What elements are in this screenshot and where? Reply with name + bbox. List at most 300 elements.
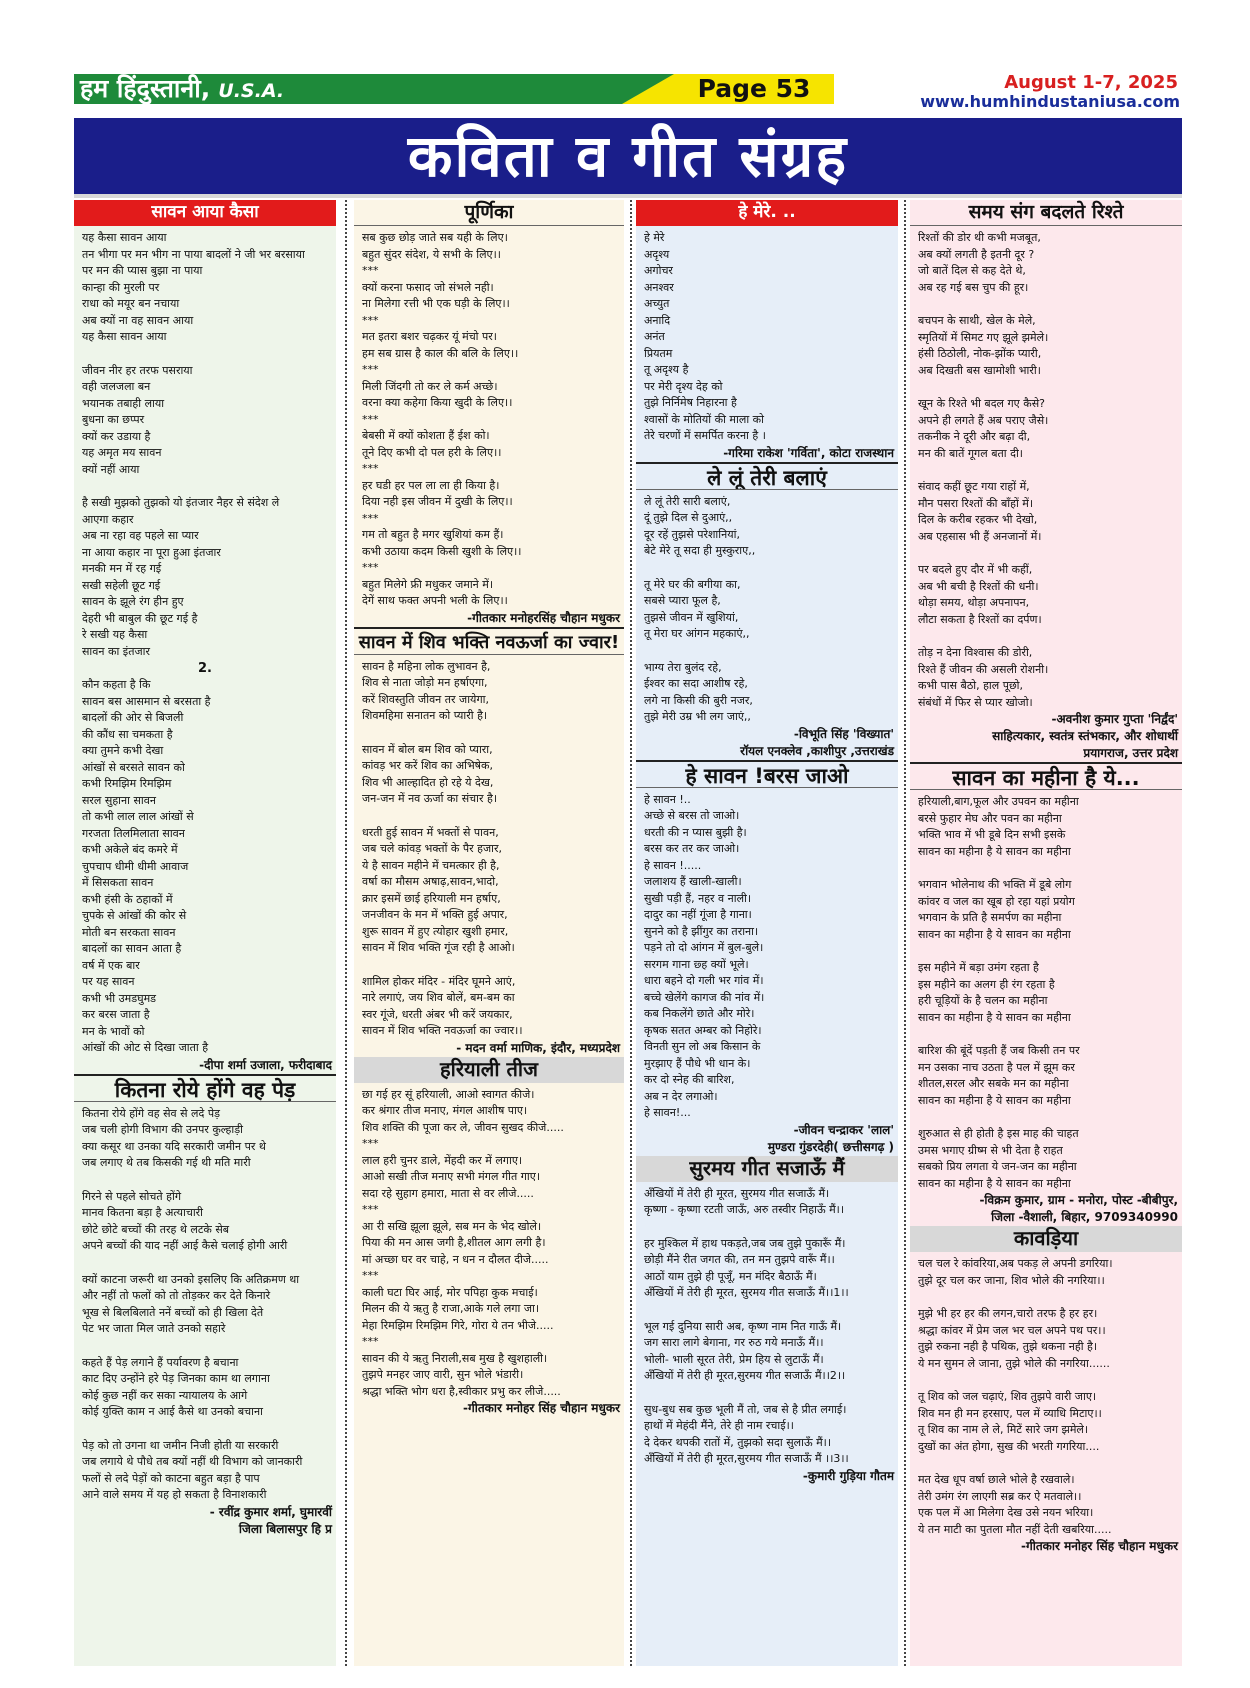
poem-credit: साहित्यकार, स्वतंत्र स्तंभकार, और शोधार्थी bbox=[992, 729, 1178, 743]
poem-credit: -जीवन चन्द्राकर 'लाल' bbox=[793, 1122, 894, 1137]
poem-line: अब न देर लगाओ। bbox=[644, 1089, 718, 1103]
poem-line: करें शिवस्तुति जीवन तर जायेगा, bbox=[362, 692, 489, 706]
poem-line: श्रद्धा भक्ति भोग धरा है,स्वीकार प्रभु कर लीजे..... bbox=[362, 1384, 561, 1398]
poem-line: आएगा कहार bbox=[82, 512, 134, 526]
poem-line: कान्हा की मुरली पर bbox=[82, 280, 160, 294]
column-2 bbox=[354, 200, 624, 1666]
poem-line: तूने दिए कभी दो पल हरी के लिए।। bbox=[362, 445, 502, 459]
poem-line: बादलों की ओर से बिजली bbox=[82, 711, 184, 724]
stanza-gap bbox=[362, 957, 618, 974]
poem-line: तो कभी लाल लाल आंखों से bbox=[82, 810, 194, 823]
poem-line: शिव भी आल्हादित हो रहे ये देख, bbox=[362, 775, 494, 789]
poem-line: *** bbox=[362, 1335, 379, 1348]
poem-line: कर श्रंगार तीज मनाए, मंगल आशीष पाए। bbox=[362, 1104, 528, 1117]
poem-line: अब भी बची है रिश्तों की धनी। bbox=[918, 579, 1039, 593]
poem-line: भूल गई दुनिया सारी अब, कृष्ण नाम नित गाऊँ मैं। bbox=[644, 1319, 842, 1333]
poem-line: काली घटा घिर आई, मोर पपिहा कुक मचाई। bbox=[362, 1285, 538, 1299]
poem-line: जब चले कांवड़ भक्तों के पैर हजार, bbox=[362, 842, 502, 855]
brand-suffix: U.S.A. bbox=[218, 80, 285, 102]
poem-line: हे सावन !.. bbox=[644, 792, 691, 806]
poem-line: है सखी मुझको तुझको यो इंतजार नैहर से संदेश ले bbox=[82, 496, 280, 509]
poem-line: ये है सावन महीने में चमत्कार ही है, bbox=[362, 858, 500, 872]
poem-line: बादलों का सावन आता है bbox=[82, 942, 182, 955]
poem-line: सावन में शिव भक्ति गूंज रही है आओ। bbox=[362, 941, 515, 954]
poem-line: शामिल होकर मंदिर - मंदिर घूमने आएं, bbox=[362, 974, 516, 988]
poem-line: शिव शक्ति की पूजा कर ले, जीवन सुखद कीजे..... bbox=[362, 1120, 564, 1134]
poem-line: कभी हंसी के ठहाकों में bbox=[82, 892, 173, 906]
poem-line: तुझे मेरी उम्र भी लग जाएं,, bbox=[644, 710, 751, 723]
poem-line: बेटे मेरे तू सदा ही मुस्कुराए,, bbox=[644, 544, 756, 557]
poem-line: भगवान के प्रति है समर्पण का महीना bbox=[918, 911, 1062, 924]
poem-line: मानव कितना बड़ा है अत्याचारी bbox=[82, 1206, 204, 1219]
poem-line: बच्चे खेलेंगे कागज की नांव में। bbox=[644, 990, 765, 1004]
poem-line: मुझे भी हर हर की लगन,चारो तरफ है हर हर। bbox=[918, 1307, 1098, 1320]
poem-line: शुरू सावन में हुए त्योहार खुशी हमार, bbox=[362, 924, 509, 938]
poem-line: प्रियतम bbox=[644, 346, 673, 360]
poem-line: आने वाले समय में यह हो सकता है विनाशकारी bbox=[82, 1488, 267, 1501]
poem-body bbox=[74, 226, 336, 660]
poem-line: रे सखी यह कैसा bbox=[82, 628, 148, 641]
poem-line: सुनने को है झींगुर का तराना। bbox=[644, 924, 759, 938]
poem-line: भगवान भोलेनाथ की भक्ति में डूबे लोग bbox=[918, 878, 1072, 891]
poem-line: ये तन माटी का पुतला मौत नहीं देती खबरिया..... bbox=[918, 1522, 1112, 1536]
poem-line: कोई युक्ति काम न आई कैसे था उनको बचाना bbox=[82, 1405, 263, 1418]
poem-line: *** bbox=[362, 313, 379, 327]
stanza-gap bbox=[362, 808, 618, 825]
poem-line: पेड़ को तो उगना था जमीन निजी होती या सरकारी bbox=[82, 1438, 279, 1452]
poem-line: जीवन नीर हर तरफ पसराया bbox=[82, 363, 193, 377]
poem-line: अँखियों में तेरी ही मूरत, सुरमय गीत सजाऊँ मैं।।1।। bbox=[644, 1286, 849, 1299]
poem-line: अगोचर bbox=[644, 264, 673, 277]
poem-line: *** bbox=[362, 561, 379, 574]
poem-line: चुपचाप धीमी धीमी आवाज bbox=[82, 859, 189, 873]
poem-line: चल चल रे कांवरिया,अब पकड़ ले अपनी डगरिया। bbox=[918, 1257, 1113, 1270]
column-divider bbox=[345, 200, 347, 1666]
poem-line: *** bbox=[362, 412, 379, 426]
poem-line: मिलन की ये ऋतु है राजा,आके गले लगा जा। bbox=[362, 1302, 540, 1315]
poem-line: हे मेरे bbox=[644, 231, 665, 244]
poem-line: शीतल,सरल और सबके मन का महीना bbox=[918, 1077, 1069, 1090]
poem-line: तुझसे जीवन में खुशियां, bbox=[644, 610, 739, 624]
poem-line: अनश्वर bbox=[644, 280, 674, 294]
poem-line: कभी रिमझिम रिमझिम bbox=[82, 777, 172, 790]
poem-line: मन उसका नाच उठता है पल में झूम कर bbox=[918, 1060, 1075, 1074]
poem-line: आओ सखी तीज मनाए सभी मंगल गीत गाए। bbox=[362, 1170, 541, 1183]
poem-line: गरजता तिलमिलाता सावन bbox=[82, 826, 185, 840]
poem-line: क्या तुमने कभी देखा bbox=[82, 744, 164, 757]
poem-line: छोटे छोटे बच्चों की तरह थे लटके सेब bbox=[82, 1222, 230, 1236]
stanza-gap bbox=[644, 643, 892, 660]
stanza-gap bbox=[918, 379, 1176, 396]
column-3 bbox=[636, 200, 898, 1666]
poem-line: कहते हैं पेड़ लगाने हैं पर्यावरण है बचाना bbox=[82, 1355, 239, 1369]
poem-line: कब निकलेंगे छाते और मोरे। bbox=[644, 1007, 755, 1020]
poem-line: सावन का महीना है ये सावन का महीना bbox=[918, 927, 1071, 941]
poem-line: अनादि bbox=[644, 313, 671, 327]
poem-body bbox=[354, 1083, 624, 1401]
poem-line: ना मिलेगा रत्ती भी एक घड़ी के लिए।। bbox=[362, 297, 510, 310]
poem-line: ये मन सुमन ले जाना, तुझे भोले की नगरिया...... bbox=[918, 1356, 1110, 1370]
poem-line: सावन की ये ऋतु निराली,सब मुख है खुशहाली। bbox=[362, 1351, 548, 1365]
poem-line: भक्ति भाव में भी डूबे दिन सभी इसके bbox=[918, 828, 1066, 841]
poem-line: वही जलजला बन bbox=[82, 380, 151, 393]
poem-body bbox=[74, 677, 336, 1057]
poem-line: सरगम गाना छ्ह क्यों भूले। bbox=[644, 957, 749, 971]
poem-line: स्मृतियों में सिमट गए झूले झमेले। bbox=[918, 330, 1049, 344]
poem-credit: -गीतकार मनोहरसिंह चौहान मधुकर bbox=[467, 610, 620, 625]
brand-divider bbox=[622, 74, 674, 104]
poem-line: अच्छे से बरस तो जाओ। bbox=[644, 809, 740, 822]
poem-credit: -विभूति सिंह 'विख्यात' bbox=[793, 726, 894, 741]
poem-line: अनंत bbox=[644, 330, 665, 343]
poem-line: देगें साथ फक्त अपनी भली के लिए।। bbox=[362, 594, 508, 607]
poem-line: चुपके से आंखों की कोर से bbox=[82, 909, 187, 922]
poem-line: हे सावन !..... bbox=[644, 858, 702, 872]
poem-line: आंखों की ओट से दिखा जाता है bbox=[82, 1041, 209, 1054]
poem-line: अब क्यों लगती है इतनी दूर ? bbox=[918, 247, 1035, 261]
poem-title: हरियाली तीज bbox=[354, 1057, 624, 1083]
poem-line: तुझे निर्निमेष निहारना है bbox=[644, 396, 737, 409]
poem-credit: रॉयल एनक्लेव ,काशीपुर ,उत्तराखंड bbox=[740, 743, 894, 758]
poem-line: दूर रहें तुझसे परेशानियां, bbox=[644, 527, 740, 541]
poem-line: सावन का महीना है ये सावन का महीना bbox=[918, 1093, 1071, 1107]
poem-line: मन के भावों को bbox=[82, 1024, 145, 1038]
poem-line: शुरुआत से ही होती है इस माह की चाहत bbox=[918, 1127, 1079, 1140]
stanza-gap bbox=[644, 1219, 892, 1236]
poem-line: ले लूं तेरी सारी बलाएं, bbox=[644, 494, 731, 508]
stanza-gap bbox=[362, 725, 618, 742]
poem-line: संवाद कहीं छूट गया राहों में, bbox=[918, 480, 1030, 493]
poem-line: इस महीने में बड़ा उमंग रहता है bbox=[918, 961, 1039, 974]
poem-line: कभी पास बैठो, हाल पूछो, bbox=[918, 679, 1024, 692]
poem-line: एक पल में आ मिलेगा देख उसे नयन भरिया। bbox=[918, 1506, 1094, 1519]
poem-line: मौन पसरा रिश्तों की बाँहों में। bbox=[918, 496, 1034, 510]
poem-line: यह कैसा सावन आया bbox=[82, 330, 167, 343]
poem-line: मां अच्छा घर वर चाहे, न धन न दौलत दीजे..... bbox=[362, 1252, 549, 1266]
stanza-gap bbox=[644, 1385, 892, 1402]
poem-line: तेरे चरणों में समर्पित करना है । bbox=[644, 429, 766, 442]
stanza-gap bbox=[644, 560, 892, 577]
stanza-gap bbox=[918, 545, 1176, 562]
poem-body bbox=[636, 490, 898, 726]
poem-line: शिवमहिमा सनातन को प्यारी है। bbox=[362, 709, 488, 722]
poem-credit: -कुमारी गुड़िया गौतम bbox=[802, 1468, 894, 1483]
poem-line: सबको प्रिय लगता ये जन-जन का महीना bbox=[918, 1160, 1077, 1173]
poem-credit: -दीपा शर्मा उजाला, फरीदाबाद bbox=[199, 1057, 332, 1072]
poem-line: लाल हरी चुनर डाले, मेंहदी कर में लगाए। bbox=[362, 1153, 523, 1167]
poem-line: क्रार इसमें छाई हरियाली मन हर्षाए, bbox=[362, 891, 501, 905]
poem-line: दिया नही इस जीवन में दुखी के लिए।। bbox=[362, 495, 513, 508]
poem-line: शिव से नाता जोड़ो मन हर्षाएगा, bbox=[362, 676, 488, 689]
poem-line: *** bbox=[362, 511, 379, 525]
stanza-gap bbox=[918, 1109, 1176, 1126]
poem-credit: जिला बिलासपुर हि प्र bbox=[238, 1521, 332, 1536]
masthead bbox=[74, 74, 811, 104]
poem-line: तू शिव को जल चढ़ाएं, शिव तुझपे वारी जाए। bbox=[918, 1390, 1097, 1403]
poem-line: क्यों करना फसाद जो संभले नही। bbox=[362, 280, 494, 294]
poem-credit: मुण्डरा गुंडरदेही( छत्तीसगढ़ ) bbox=[767, 1139, 894, 1154]
stanza-gap bbox=[82, 478, 330, 495]
stanza-gap bbox=[82, 1421, 330, 1438]
poem-line: और नहीं तो फलों को तो तोड़कर कर देते किनारे bbox=[82, 1289, 271, 1302]
stanza-gap bbox=[918, 943, 1176, 960]
poem-body bbox=[74, 1102, 336, 1504]
poem-line: जो बातें दिल से कह देते थे, bbox=[918, 264, 1026, 277]
poem-line: धरती की न प्यास बुझी है। bbox=[644, 825, 747, 839]
poem-line: थोड़ा समय, थोड़ा अपनापन, bbox=[918, 596, 1030, 609]
poem-line: की कौंध सा चमकता है bbox=[82, 727, 173, 741]
poem-line: सुखी पड़ी हैं, नहर व नाली। bbox=[644, 891, 752, 905]
stanza-gap bbox=[918, 1289, 1176, 1306]
poem-line: खून के रिश्ते भी बदल गए कैसे? bbox=[918, 397, 1045, 410]
stanza-gap bbox=[918, 1026, 1176, 1043]
poem-line: तू मेरे घर की बगीया का, bbox=[644, 577, 741, 591]
poem-line: अदृश्य bbox=[644, 247, 670, 261]
poem-line: पर मेरी दृश्य देह को bbox=[644, 379, 723, 393]
poem-line: छोड़ी मैंने रीत जगत की, तन मन तुझपे वारूँ मैं।। bbox=[644, 1253, 835, 1266]
poem-line: जग सारा लागे बेगाना, गर रुठ गये मनाऊँ मैं।। bbox=[644, 1336, 824, 1349]
poem-line: कांवड़ भर करें शिव का अभिषेक, bbox=[362, 759, 493, 772]
poem-line: मत देख धूप वर्षा छाले भोले है रखवाले। bbox=[918, 1473, 1075, 1486]
poem-line: गिरने से पहले सोचते होंगे bbox=[82, 1189, 182, 1203]
poem-credit: -गीतकार मनोहर सिंह चौहान मधुकर bbox=[463, 1401, 620, 1415]
poem-line: आठों याम तुझे ही पूजूँ, मन मंदिर बैठाऊँ मैं। bbox=[644, 1269, 817, 1283]
poem-line: मिली जिंदगी तो कर ले कर्म अच्छे। bbox=[362, 379, 498, 393]
poem-line: अब दिखती बस खामोशी भारी। bbox=[918, 363, 1041, 377]
poem-line: मुरझाए हैं पौधे भी धान के। bbox=[644, 1056, 751, 1070]
poem-title: कावड़िया bbox=[910, 1226, 1182, 1252]
poem-line: गम तो बहुत है मगर खुशियां कम हैं। bbox=[362, 528, 504, 541]
poem-line: मोती बन सरकता सावन bbox=[82, 925, 176, 939]
poem-line: अब ना रहा वह पहले सा प्यार bbox=[82, 529, 199, 542]
poem-line: तकनीक ने दूरी और बढ़ा दी, bbox=[918, 430, 1031, 443]
poem-line: मनकी मन में रह गई bbox=[82, 562, 162, 575]
poem-line: यह कैसा सावन आया bbox=[82, 231, 167, 244]
stanza-gap bbox=[82, 1172, 330, 1189]
poem-line: तोड़ न देना विश्वास की डोरी, bbox=[918, 646, 1033, 659]
poem-line: विनती सुन लो अब किसान के bbox=[644, 1040, 761, 1053]
poem-line: दूं तुझे दिल से दुआएं,, bbox=[644, 511, 733, 524]
poem-line: आ री सखि झूला झूले, सब मन के भेद खोले। bbox=[362, 1219, 542, 1233]
poem-line: हरियाली,बाग,फूल और उपवन का महीना bbox=[918, 795, 1079, 808]
poem-line: सावन है महिना लोक लुभावन है, bbox=[362, 659, 491, 673]
poem-line: पर बदले हुए दौर में भी कहीं, bbox=[918, 563, 1033, 576]
poem-line: जब लगाये थे पौधे तब क्यों नहीं थी विभाग को जानकारी bbox=[82, 1455, 303, 1468]
stanza-gap bbox=[82, 346, 330, 363]
poem-title: सावन में शिव भक्ति नवऊर्जा का ज्वार! bbox=[354, 627, 624, 655]
page-number: Page 53 bbox=[674, 74, 834, 104]
poem-line: रिश्तों की डोर थी कभी मजबूत, bbox=[918, 231, 1041, 244]
poem-line: स्वर गूंजे, धरती अंबर भी करें जयकार, bbox=[362, 1007, 513, 1021]
poem-line: भयानक तबाही लाया bbox=[82, 396, 165, 410]
poem-line: दुखों का अंत होगा, सुख की भरती गगरिया.... bbox=[918, 1439, 1100, 1453]
poem-title: सावन का महीना है ये... bbox=[910, 762, 1182, 790]
poem-line: बरस कर तर कर जाओ। bbox=[644, 842, 740, 855]
poem-line: हर घडी हर पल ला ला ही किया है। bbox=[362, 478, 500, 492]
poem-line: कृष्णा - कृष्णा रटती जाऊँ, अरु तस्वीर निहाऊँ मैं।। bbox=[644, 1203, 845, 1216]
poem-credit: - रवींद्र कुमार शर्मा, घुमारवीं bbox=[209, 1504, 332, 1519]
poem-line: तन भीगा पर मन भीग ना पाया बादलों ने जी भर बरसाया bbox=[82, 247, 305, 261]
stanza-gap bbox=[644, 1302, 892, 1319]
poem-line: पेट भर जाता मिल जाते उनको सहारे bbox=[82, 1322, 226, 1335]
poem-line: छा गई हर सूं हरियाली, आओ स्वागत कीजे। bbox=[362, 1087, 535, 1101]
poem-title: कितना रोये होंगे वह पेड़ bbox=[74, 1074, 336, 1102]
stanza-gap bbox=[918, 1455, 1176, 1472]
poem-line: काट दिए उन्होंने हरे पेड़ जिनका काम था लगाना bbox=[82, 1372, 270, 1385]
poem-title: समय संग बदलते रिश्ते bbox=[910, 200, 1182, 226]
stanza-gap bbox=[918, 628, 1176, 645]
poem-body bbox=[636, 226, 898, 445]
poem-line: दे देकर थपकी रातों में, तुझको सदा सुलाऊँ मैं।। bbox=[644, 1435, 832, 1449]
poem-line: हर मुश्किल में हाथ पकड़ते,जब जब तुझे पुकारूँ मैं। bbox=[644, 1236, 846, 1250]
poem-line: यह अमृत मय सावन bbox=[82, 446, 162, 459]
poem-line: तू शिव का नाम ले ले, मिटें सारे जग झमेले। bbox=[918, 1423, 1089, 1436]
brand-bar bbox=[74, 74, 622, 104]
poem-line: कर दो स्नेह की बारिश, bbox=[644, 1073, 735, 1086]
poem-line: श्रद्धा कांवर में प्रेम जल भर चल अपने पथ पर।। bbox=[918, 1323, 1106, 1337]
poem-line: तुझे दूर चल कर जाना, शिव भोले की नगरिया।। bbox=[918, 1273, 1105, 1287]
poem-line: धरती हुई सावन में भक्तों से पावन, bbox=[362, 825, 499, 839]
poem-line: बहुत सुंदर संदेश, ये सभी के लिए।। bbox=[362, 247, 501, 261]
poem-line: कभी अकेले बंद कमरे में bbox=[82, 843, 178, 856]
poem-line: वर्षा का मौसम अषाढ़,सावन,भादो, bbox=[362, 875, 499, 888]
stanza-gap bbox=[82, 1338, 330, 1355]
poem-line: *** bbox=[362, 1203, 379, 1216]
poem-title: हे मेरे. .. bbox=[636, 200, 898, 226]
poem-line: देहरी भी बाबुल की छूट गई है bbox=[82, 611, 198, 625]
poem-body bbox=[636, 1182, 898, 1468]
poem-line: बेबसी में क्यों कोशता हैं ईश को। bbox=[362, 429, 490, 442]
poem-body bbox=[354, 655, 624, 1040]
poem-line: सदा रहे सुहाग हमारा, माता से वर लीजे..... bbox=[362, 1186, 534, 1200]
column-divider bbox=[630, 200, 632, 1666]
poem-line: पर यह सावन bbox=[82, 975, 135, 988]
poem-line: जब चली होगी विभाग की उनपर कुल्हाड़ी bbox=[82, 1123, 243, 1136]
poem-line: सुध-बुध सब कुछ भूली मैं तो, जब से है प्रीत लगाई। bbox=[644, 1402, 847, 1416]
poem-line: मेहा रिमझिम रिमझिम गिरे, गोरा ये तन भीजे..... bbox=[362, 1318, 554, 1332]
poem-line: लगे ना किसी की बुरी नजर, bbox=[644, 693, 753, 707]
poem-line: *** bbox=[362, 1269, 379, 1282]
poem-line: *** bbox=[362, 462, 379, 475]
poem-line: सावन में बोल बम शिव को प्यारा, bbox=[362, 742, 493, 756]
column-1 bbox=[74, 200, 336, 1666]
poem-line: जलाशय हैं खाली-खाली। bbox=[644, 875, 742, 888]
poem-line: बारिश की बूंदें पड़ती हैं जब किसी तन पर bbox=[918, 1044, 1080, 1057]
poem-line: हे सावन!... bbox=[644, 1106, 691, 1119]
poem-line: ईश्वर का सदा आशीष रहे, bbox=[644, 677, 748, 690]
poem-line: सावन का इंतजार bbox=[82, 644, 150, 658]
poem-credit: -गरिमा राकेश 'गर्विता', कोटा राजस्थान bbox=[723, 445, 894, 460]
brand-name: हम हिंदुस्तानी, bbox=[80, 74, 211, 103]
section-banner: कविता व गीत संग्रह bbox=[74, 118, 1182, 198]
poem-line: पड़ने तो दो आंगन में बुल-बुले। bbox=[644, 941, 764, 954]
poem-line: कितना रोये होंगे वह सेव से लदे पेड़ bbox=[82, 1106, 220, 1120]
poem-line: मत इतरा बशर चढ़कर यूं मंचो पर। bbox=[362, 330, 497, 343]
poem-line: सावन में शिव भक्ति नवऊर्जा का ज्वार।। bbox=[362, 1024, 523, 1037]
poem-line: राधा को मयूर बन नचाया bbox=[82, 297, 180, 310]
poem-line: सावन के झूले रंग हीन हुए bbox=[82, 595, 184, 608]
poem-line: कृषक सतत अम्बर को निहोरे। bbox=[644, 1023, 762, 1037]
poem-line: शिव मन ही मन हरसाए, पल में व्याधि मिटाए।। bbox=[918, 1406, 1102, 1420]
poem-credit: जिला -वैशाली, बिहार, 9709340990 bbox=[991, 1210, 1178, 1224]
poem-line: श्वासों के मोतियों की माला को bbox=[644, 412, 764, 426]
poem-line: सब कुछ छोड़ जाते सब यही के लिए। bbox=[362, 231, 508, 244]
poem-line: जब लगाए थे तब किसकी गई थी मति मारी bbox=[82, 1156, 251, 1169]
poem-line: धारा बहने दो गली भर गांव में। bbox=[644, 974, 764, 987]
poem-line: दादुर का नहीं गूंजा है गाना। bbox=[644, 908, 752, 921]
poem-line: अब रह गई बस चुप की हूर। bbox=[918, 280, 1029, 294]
poem-line: फलों से लदे पेड़ों को काटना बहुत बड़ा है पाप bbox=[82, 1471, 260, 1485]
poem-line: कौन कहता है कि bbox=[82, 678, 151, 691]
poem-line: कांवर व जल का खूब हो रहा यहां प्रयोग bbox=[918, 894, 1075, 908]
poem-line: दिल के करीब रहकर भी देखो, bbox=[918, 513, 1038, 526]
poem-line: कभी भी उमडघुमड bbox=[82, 991, 157, 1005]
poem-credit: प्रयागराज, उत्तर प्रदेश bbox=[1083, 746, 1178, 760]
poem-title: सुरमय गीत सजाऊँ मैं bbox=[636, 1156, 898, 1182]
poem-line: जन-जन में नव ऊर्जा का संचार है। bbox=[362, 792, 498, 805]
stanza-gap bbox=[918, 860, 1176, 877]
poem-line: क्यों कर उडाया है bbox=[82, 429, 151, 443]
poem-line: क्यों काटना जरूरी था उनको इसलिए कि अतिक्रमण था bbox=[82, 1272, 300, 1286]
poem-body bbox=[636, 788, 898, 1122]
poem-title: हे सावन !बरस जाओ bbox=[636, 760, 898, 788]
issue-date: August 1-7, 2025 bbox=[1004, 72, 1178, 93]
poem-line: बहुत मिलेगे फ्री मधुकर जमाने में। bbox=[362, 577, 494, 591]
poem-body bbox=[910, 790, 1182, 1192]
column-divider bbox=[904, 200, 906, 1666]
poem-line: *** bbox=[362, 1137, 379, 1150]
poem-line: अँखियों में तेरी ही मूरत, सुरमय गीत सजाऊँ मैं। bbox=[644, 1186, 830, 1200]
poem-line: सबसे प्यारा फूल है, bbox=[644, 594, 721, 607]
poem-line: कोई कुछ नहीं कर सका न्यायालय के आगे bbox=[82, 1388, 248, 1402]
poem-line: हाथों में मेहंदी मैंने, तेरे ही नाम रचाई।। bbox=[644, 1419, 794, 1432]
stanza-gap bbox=[918, 296, 1176, 313]
stanza-gap bbox=[918, 462, 1176, 479]
poem-line: उमस भगाए ग्रीष्म से भी देता है राहत bbox=[918, 1143, 1063, 1157]
poem-line: *** bbox=[362, 363, 379, 376]
poem-line: अच्युत bbox=[644, 297, 670, 310]
poem-line: तेरी उमंग रंग लाएगी सब्र कर ऐ मतवाले।। bbox=[918, 1489, 1082, 1503]
poem-line: *** bbox=[362, 264, 379, 277]
poem-line: सावन बस आसमान से बरसता है bbox=[82, 694, 211, 708]
poem-line: अपने बच्चों की याद नहीं आई कैसे चलाई होगी आरी bbox=[82, 1239, 288, 1252]
poem-line: अँखियों में तेरी ही मूरत,सुरमय गीत सजाऊँ मैं ।।3।। bbox=[644, 1452, 849, 1465]
poem-line: भूख से बिलबिलाते ननें बच्चों को ही खिला देते bbox=[82, 1305, 264, 1319]
poem-line: लौटा सकता है रिश्तों का दर्पण। bbox=[918, 612, 1042, 626]
poem-credit: - मदन वर्मा माणिक, इंदौर, मध्यप्रदेश bbox=[456, 1040, 620, 1055]
poem-section-number: 2. bbox=[198, 661, 212, 676]
poem-line: भोली- भाली सूरत तेरी, प्रेम हिय से लुटाऊँ मैं। bbox=[644, 1352, 824, 1366]
poem-line: भाग्य तेरा बुलंद रहे, bbox=[644, 660, 722, 674]
poem-body bbox=[354, 226, 624, 610]
poem-title: सावन आया कैसा bbox=[74, 200, 336, 226]
poem-line: अब क्यों ना वह सावन आया bbox=[82, 313, 194, 327]
website-link[interactable]: www.humhindustaniusa.com bbox=[920, 92, 1180, 111]
poem-line: सावन का महीना है ये सावन का महीना bbox=[918, 1010, 1071, 1024]
poem-line: सखी सहेली छूट गई bbox=[82, 578, 161, 592]
poem-body bbox=[910, 1252, 1182, 1538]
stanza-gap bbox=[82, 1255, 330, 1272]
poem-line: अँखियों में तेरी ही मूरत,सुरमय गीत सजाऊँ मैं।।2।। bbox=[644, 1369, 846, 1382]
poem-line: हरी चूड़ियों के है चलन का महीना bbox=[918, 994, 1048, 1007]
poem-line: बचपन के साथी, खेल के मेले, bbox=[918, 314, 1036, 327]
poem-line: तू अदृश्य है bbox=[644, 363, 689, 376]
poem-line: वरना क्या कहेगा किया खुदी के लिए।। bbox=[362, 396, 513, 409]
poem-line: सावन का महीना है ये सावन का महीना bbox=[918, 844, 1071, 858]
poem-line: सरल सुहाना सावन bbox=[82, 793, 156, 807]
poem-credit: -विक्रम कुमार, ग्राम - मनोरा, पोस्ट -बीबीपुर, bbox=[979, 1193, 1178, 1207]
poem-line: नारे लगाएं, जय शिव बोलें, बम-बम का bbox=[362, 991, 515, 1004]
